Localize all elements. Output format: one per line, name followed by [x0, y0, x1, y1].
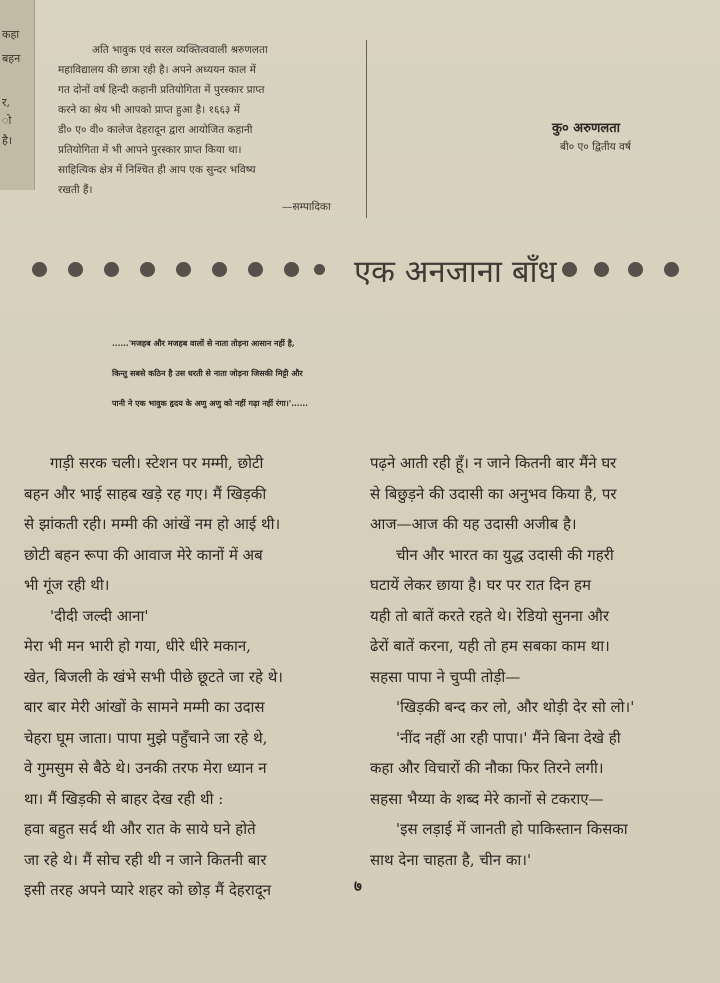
- text-line: मेरा भी मन भारी हो गया, धीरे धीरे मकान,: [24, 637, 251, 655]
- text-line: यही तो बातें करते रहते थे। रेडियो सुनना और: [370, 606, 610, 625]
- epigraph-line: ......'मजहब और मजहब वालों से नाता तोड़ना आसान नहीं है,: [112, 338, 295, 348]
- epigraph-line: पानी ने एक भावुक हृदय के अणु अणु को नहीं गढ़ा नहीं रंगा।'......: [112, 398, 308, 408]
- bio-divider: [366, 40, 367, 218]
- bio-line: डी० ए० वी० कालेज देहरादून द्वारा आयोजित कहानी: [58, 124, 253, 136]
- bio-line: प्रतियोगिता में भी आपने पुरस्कार प्राप्त किया था।: [58, 144, 242, 156]
- text-line: 'नींद नहीं आ रही पापा।' मैंने बिना देखे ही: [396, 728, 621, 747]
- dot-ornament: [594, 262, 609, 277]
- dot-ornament: [628, 262, 643, 277]
- author-class: बी० ए० द्वितीय वर्ष: [560, 141, 631, 153]
- text-line: वे गुमसुम से बैठे थे। उनकी तरफ मेरा ध्यान न: [24, 759, 267, 777]
- dot-ornament: [32, 262, 47, 277]
- dot-ornament: [140, 262, 155, 277]
- text-line: आज—आज की यह उदासी अजीब है।: [370, 515, 577, 533]
- bio-line: गत दोनों वर्ष हिन्दी कहानी प्रतियोगिता में पुरस्कार प्राप्त: [58, 84, 265, 96]
- dot-ornament: [314, 264, 325, 275]
- dot-ornament: [248, 262, 263, 277]
- previous-page-edge: [0, 0, 35, 190]
- text-line: छोटी बहन रूपा की आवाज मेरे कानों में अब: [24, 545, 263, 564]
- author-name: कु० अरुणलता: [552, 121, 620, 136]
- dot-ornament: [68, 262, 83, 277]
- bio-line: साहित्यिक क्षेत्र में निश्चित ही आप एक सुन्दर भविष्य: [58, 164, 256, 176]
- dot-ornament: [104, 262, 119, 277]
- text-line: साथ देना चाहता है, चीन का।': [370, 850, 532, 869]
- bio-signature: —सम्पादिका: [282, 201, 331, 213]
- strip-text: ो: [2, 114, 12, 127]
- bio-line: अति भावुक एवं सरल व्यक्तित्ववाली श्ररुणलता: [92, 44, 268, 56]
- text-line: गाड़ी सरक चली। स्टेशन पर मम्मी, छोटी: [50, 454, 264, 472]
- text-line: था। मैं खिड़की से बाहर देख रही थी :: [24, 789, 224, 808]
- text-line: बार बार मेरी आंखों के सामने मम्मी का उदास: [24, 698, 265, 716]
- epigraph-line: किन्तु सबसे कठिन है उस धरती से नाता जोड़ना जिसकी मिट्टी और: [112, 368, 303, 378]
- text-line: से बिछुड़ने की उदासी का अनुभव किया है, पर: [370, 484, 617, 503]
- text-line: खेत, बिजली के खंभे सभी पीछे छूटते जा रहे थे।: [24, 667, 283, 686]
- text-line: ढेरों बातें करना, यही तो हम सबका काम था।: [370, 637, 610, 655]
- text-line: पढ़ने आती रही हूँ। न जाने कितनी बार मैंने घर: [370, 454, 617, 472]
- dot-ornament: [212, 262, 227, 277]
- text-line: 'खिड़की बन्द कर लो, और थोड़ी देर सो लो।': [396, 698, 635, 716]
- dot-ornament: [664, 262, 679, 277]
- strip-text: है।: [2, 134, 13, 147]
- author-bio: [58, 40, 360, 200]
- story-title: एक अनजाना बाँध: [354, 254, 557, 290]
- text-line: घटायें लेकर छाया है। घर पर रात दिन हम: [370, 576, 591, 594]
- text-line: सहसा पापा ने चुप्पी तोड़ी—: [370, 667, 521, 686]
- text-line: चीन और भारत का युद्ध उदासी की गहरी: [396, 545, 614, 564]
- text-line: भी गूंज रही थी।: [24, 576, 110, 594]
- page-number: ७: [354, 877, 362, 895]
- text-line: 'दीदी जल्दी आना': [50, 606, 149, 625]
- text-line: हवा बहुत सर्द थी और रात के साये घने होते: [24, 820, 256, 838]
- text-line: इसी तरह अपने प्यारे शहर को छोड़ मैं देहरादून: [24, 881, 272, 899]
- text-line: सहसा भैय्या के शब्द मेरे कानों से टकराए—: [370, 789, 604, 808]
- text-line: कहा और विचारों की नौका फिर तिरने लगी।: [370, 759, 604, 777]
- dot-ornament: [176, 262, 191, 277]
- left-column: [24, 448, 352, 906]
- strip-text: बहन: [2, 52, 21, 65]
- title-banner: [30, 248, 690, 292]
- dot-ornament: [562, 262, 577, 277]
- right-column: [370, 448, 700, 875]
- dot-ornament: [284, 262, 299, 277]
- text-line: जा रहे थे। मैं सोच रही थी न जाने कितनी बार: [24, 850, 267, 869]
- text-line: बहन और भाई साहब खड़े रह गए। मैं खिड़की: [24, 484, 267, 503]
- strip-text: र,: [2, 96, 10, 109]
- strip-text: कहा: [2, 28, 20, 41]
- text-line: 'इस लड़ाई में जानती हो पाकिस्तान किसका: [396, 820, 628, 838]
- bio-line: करने का श्रेय भी आपको प्राप्त हुआ है। १६६३ में: [58, 104, 241, 116]
- text-line: चेहरा घूम जाता। पापा मुझे पहुँचाने जा रहे थे,: [24, 728, 268, 747]
- bio-line: महाविद्यालय की छात्रा रही है। अपने अध्ययन काल में: [58, 64, 256, 76]
- text-line: से झांकती रही। मम्मी की आंखें नम हो आई थी।: [24, 515, 281, 533]
- bio-line: रखती हैं।: [58, 184, 93, 196]
